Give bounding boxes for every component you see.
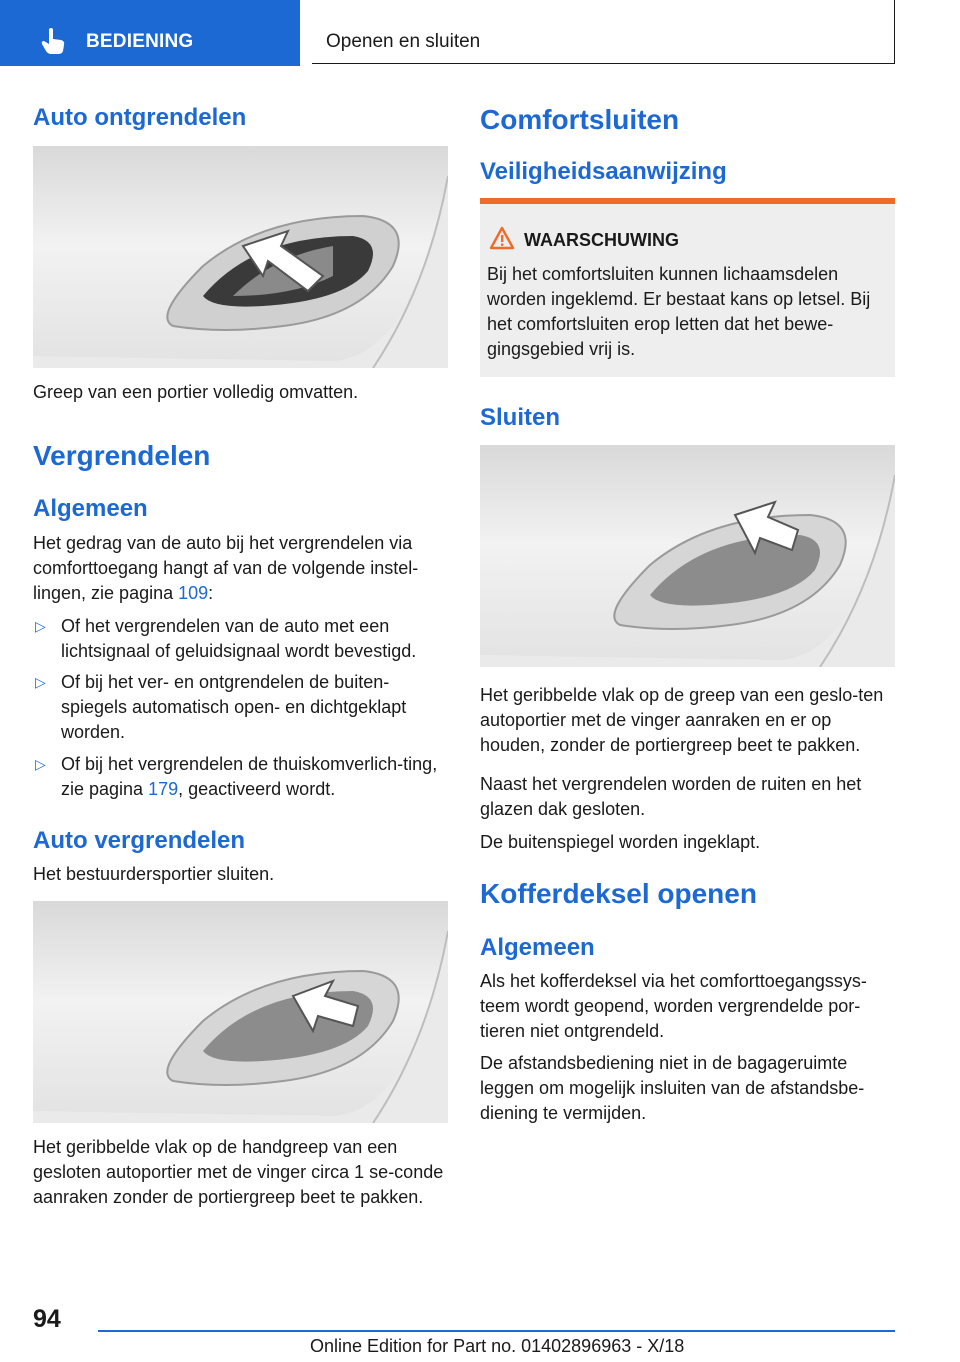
lock-car-text: Het bestuurdersportier sluiten. [33, 864, 275, 884]
close-text-mirrors: De buitenspiegel worden ingeklapt. [480, 832, 761, 852]
lock-car-heading: Auto vergrendelen [33, 827, 246, 854]
unlock-heading: Auto ontgrendelen [33, 104, 247, 131]
list-item-text: Of bij het ver- en ontgrendelen de buiten-spiegels automatisch open- en dichtgeklapt worden. [61, 672, 407, 742]
list-item-text [61, 752, 448, 802]
section-label: BEDIENING [86, 31, 194, 52]
page-link-179[interactable]: 179 [148, 779, 179, 799]
triangle-bullet-icon: ▷ [35, 618, 46, 634]
footer-edition: Online Edition for Part no. 01402896963 - X/18 [310, 1336, 685, 1356]
warning-title: WAARSCHUWING [524, 230, 679, 250]
footer-divider [98, 1330, 895, 1332]
door-handle-grip-illustration [33, 146, 448, 368]
comfort-heading: Comfortsluiten [480, 104, 680, 135]
triangle-bullet-icon: ▷ [35, 756, 46, 772]
trunk-text-remote: De afstandsbediening niet in de bagageruimte leggen om mogelijk insluiten van de afstandsbe-diening te vermijden. [480, 1053, 865, 1123]
triangle-bullet-icon: ▷ [35, 674, 46, 690]
trunk-text-comfort: Als het kofferdeksel via het comforttoegangssys-teem wordt geopend, worden vergrendelde por-tieren niet ontgrendeld. [480, 971, 867, 1041]
close-caption: Het geribbelde vlak op de greep van een geslo-ten autoportier met de vinger aanraken en er op houden, zonder de portiergreep beet te pakken. [480, 685, 884, 755]
section-tab[interactable] [0, 0, 300, 66]
general-heading: Algemeen [33, 495, 148, 522]
chapter-tab[interactable] [312, 0, 895, 64]
page-link-109[interactable]: 109 [178, 583, 209, 603]
close-text-windows: Naast het vergrendelen worden de ruiten en het glazen dak gesloten. [480, 774, 862, 819]
general-text-end: : [208, 583, 214, 603]
lock-car-caption: Het geribbelde vlak op de handgreep van een gesloten autoportier met de vinger circa 1 se-conde aanraken zonder de portiergreep beet te pakken. [33, 1137, 444, 1207]
warning-text: Bij het comfortsluiten kunnen lichaamsdelen worden ingeklemd. Er bestaat kans op letsel. Bij het comfortsluiten erop letten dat het bewe-gingsgebied vrij is. [487, 264, 871, 359]
list-item-text-body: Of bij het vergrendelen de thuiskomverlich-ting, zie pagina [61, 754, 438, 799]
page-number: 94 [33, 1305, 61, 1333]
unlock-caption: Greep van een portier volledig omvatten. [33, 382, 359, 402]
door-handle-touch-illustration [33, 901, 448, 1123]
list-item-text: Of het vergrendelen van de auto met een lichtsignaal of geluidsignaal wordt bevestigd. [61, 616, 417, 661]
hand-pointer-icon [40, 27, 66, 55]
trunk-heading: Kofferdeksel openen [480, 878, 757, 909]
page-header [0, 0, 960, 66]
door-handle-hold-illustration [480, 445, 895, 667]
chapter-label: Openen en sluiten [326, 31, 481, 52]
close-heading: Sluiten [480, 404, 561, 431]
warning-box [480, 198, 895, 377]
list-item-text-end: , geactiveerd wordt. [178, 779, 336, 799]
general-text [33, 531, 448, 606]
warning-triangle-icon [489, 226, 515, 250]
trunk-general-heading: Algemeen [480, 934, 595, 961]
general-text-body: Het gedrag van de auto bij het vergrendelen via comforttoegang hangt af van de volgende instel-lingen, zie pagina [33, 533, 419, 603]
lock-heading: Vergrendelen [33, 440, 211, 471]
safety-heading: Veiligheidsaanwijzing [480, 158, 727, 185]
